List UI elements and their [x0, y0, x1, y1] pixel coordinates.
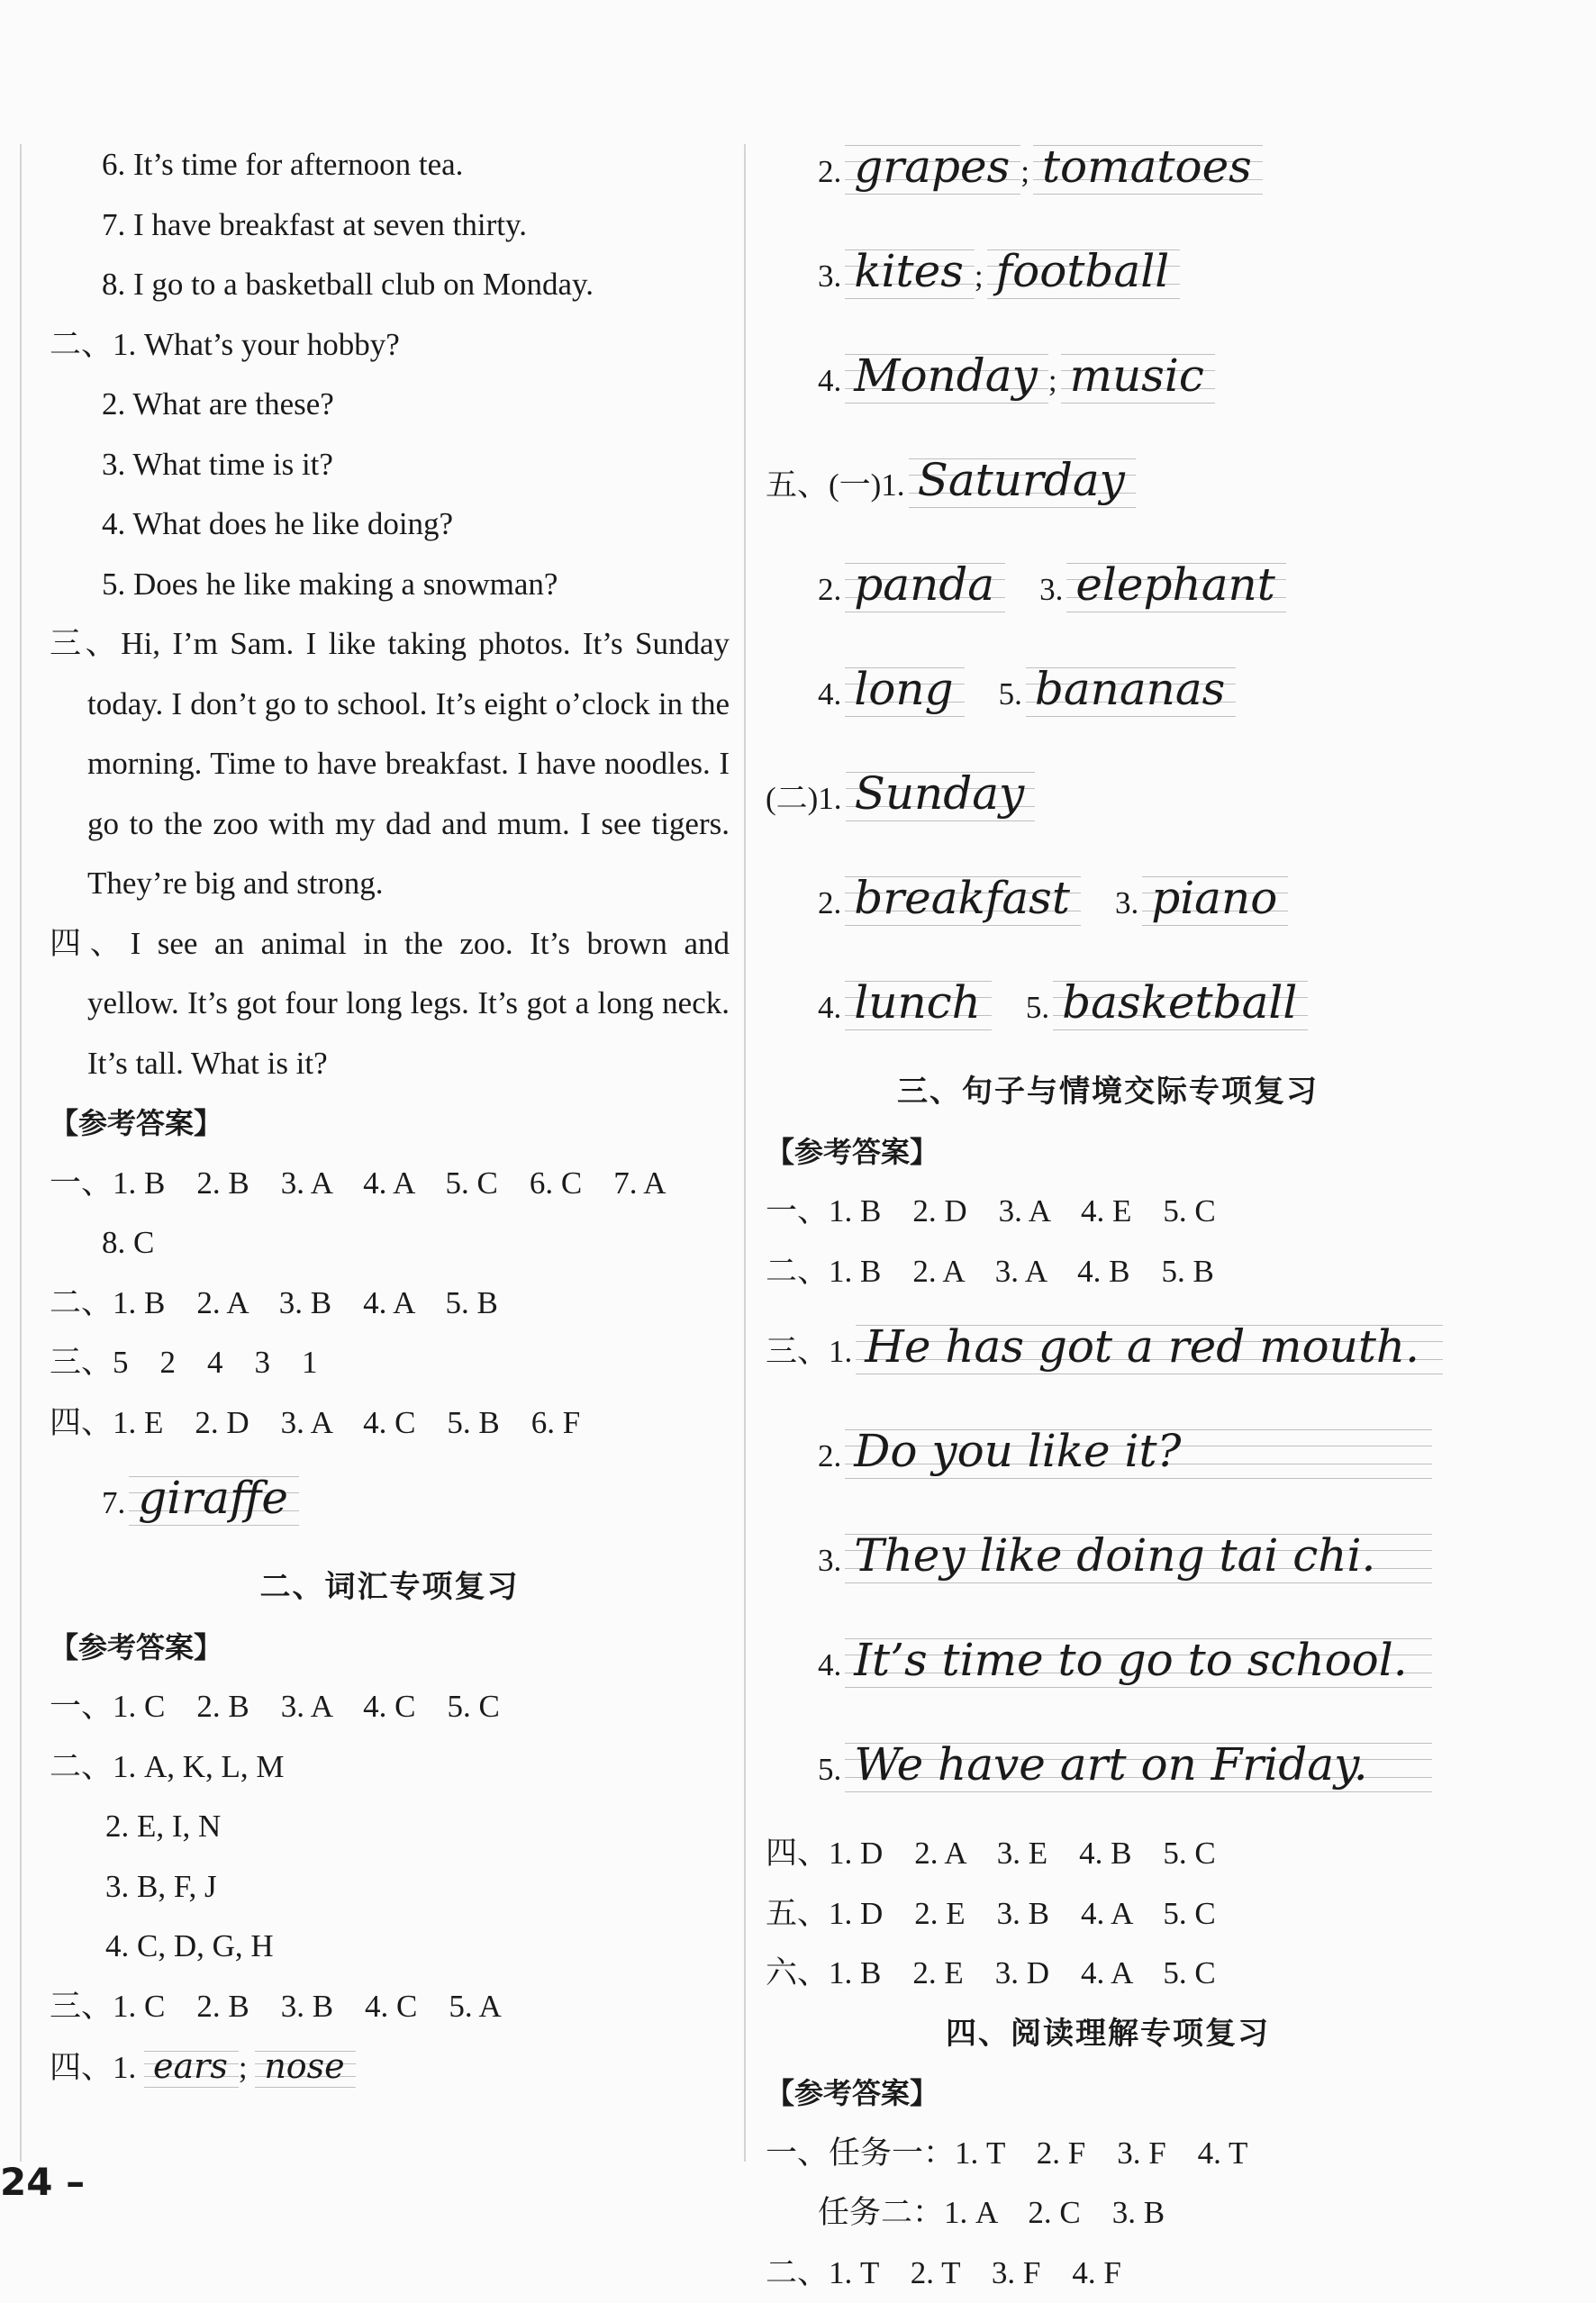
- handwriting-row: [50, 2036, 730, 2099]
- text-line: 4. What does he like doing?: [50, 494, 730, 555]
- item-number: 5.: [818, 1752, 841, 1787]
- item-number: (二)1.: [766, 781, 842, 816]
- answer-line: 一、1. B 2. D 3. A 4. E 5. C: [766, 1182, 1450, 1242]
- handwriting-row: [766, 226, 1450, 331]
- section-title: 四、阅读理解专项复习: [766, 2004, 1450, 2064]
- text-line: 6. It’s time for afternoon tea.: [50, 135, 730, 195]
- item-number: 3.: [818, 1543, 841, 1578]
- separator: ;: [1048, 363, 1057, 398]
- handwritten-answer: long: [845, 644, 964, 734]
- handwritten-answer: music: [1061, 331, 1215, 421]
- section-title: 三、句子与情境交际专项复习: [766, 1062, 1450, 1122]
- answer-line: 三、1. C 2. B 3. B 4. C 5. A: [50, 1977, 730, 2037]
- handwritten-answer: elephant: [1066, 539, 1285, 630]
- right-column: [766, 122, 1450, 2303]
- text-line: 8. I go to a basketball club on Monday.: [50, 255, 730, 315]
- item-number: 4.: [818, 363, 841, 398]
- answer-line: 二、1. T 2. T 3. F 4. F: [766, 2244, 1450, 2303]
- item-number: 4.: [818, 676, 841, 712]
- column-divider: [744, 144, 746, 2162]
- handwritten-answer: giraffe: [129, 1453, 299, 1543]
- handwriting-row: [766, 1719, 1450, 1824]
- handwritten-answer: piano: [1142, 853, 1288, 943]
- handwriting-row: [766, 1615, 1450, 1719]
- answer-key-heading: 【参考答案】: [50, 1093, 730, 1154]
- text-line: 3. What time is it?: [50, 435, 730, 495]
- item-number: 4.: [818, 990, 841, 1025]
- answer-line: 四、1. E 2. D 3. A 4. C 5. B 6. F: [50, 1393, 730, 1454]
- item-number: 2.: [818, 885, 841, 920]
- handwritten-answer: lunch: [845, 957, 992, 1047]
- answer-line: 4. C, D, G, H: [50, 1917, 730, 1977]
- answer-line: 8. C: [50, 1213, 730, 1274]
- handwritten-answer: Monday: [845, 331, 1048, 421]
- answer-line: 一、1. C 2. B 3. A 4. C 5. C: [50, 1677, 730, 1737]
- answer-line: 六、1. B 2. E 3. D 4. A 5. C: [766, 1944, 1450, 2004]
- handwriting-row: [766, 957, 1450, 1062]
- handwriting-row: [766, 331, 1450, 435]
- item-number: 7.: [102, 1485, 125, 1520]
- answer-line: 五、1. D 2. E 3. B 4. A 5. C: [766, 1884, 1450, 1945]
- text-line: 5. Does he like making a snowman?: [50, 555, 730, 615]
- handwritten-answer: football: [987, 226, 1181, 316]
- item-number: 3.: [1115, 885, 1138, 920]
- item-number: 5.: [999, 676, 1022, 712]
- answer-line: 2. E, I, N: [50, 1797, 730, 1857]
- handwritten-answer: nose: [255, 2036, 355, 2097]
- handwritten-answer: basketball: [1053, 957, 1308, 1047]
- handwriting-row: [766, 1301, 1450, 1406]
- left-margin-rule: [20, 144, 22, 2162]
- separator: ;: [1020, 154, 1029, 189]
- handwriting-row: [766, 748, 1450, 853]
- answer-line: 一、任务一：1. T 2. F 3. F 4. T: [766, 2124, 1450, 2184]
- handwritten-answer: panda: [845, 539, 1005, 630]
- handwritten-answer: ears: [144, 2036, 239, 2097]
- text-line: 2. What are these?: [50, 375, 730, 435]
- handwritten-sentence: Do you like it?: [845, 1406, 1432, 1496]
- section-title: 二、词汇专项复习: [50, 1557, 730, 1618]
- handwritten-answer: Sunday: [846, 748, 1036, 839]
- text-line: 二、1. What’s your hobby?: [50, 315, 730, 376]
- answer-line: 任务二：1. A 2. C 3. B: [766, 2183, 1450, 2244]
- item-number: 2.: [818, 1438, 841, 1473]
- handwriting-row: [766, 1510, 1450, 1615]
- answer-line: 四、1. D 2. A 3. E 4. B 5. C: [766, 1824, 1450, 1884]
- answer-line: 3. B, F, J: [50, 1857, 730, 1918]
- handwriting-row: [766, 122, 1450, 226]
- listening-passage-4: 四、I see an animal in the zoo. It’s brown and yellow. It’s got four long legs. It’s got a long neck. It’s tall. What is it?: [50, 914, 730, 1094]
- handwritten-answer: tomatoes: [1033, 122, 1263, 212]
- answer-line: 二、1. B 2. A 3. B 4. A 5. B: [50, 1274, 730, 1334]
- separator: ;: [239, 2050, 248, 2085]
- item-number: 四、1.: [50, 2050, 136, 2085]
- answer-key-heading: 【参考答案】: [766, 1122, 1450, 1183]
- handwritten-answer: breakfast: [845, 853, 1081, 943]
- item-number: 3.: [818, 258, 841, 294]
- left-column: [50, 135, 730, 2099]
- handwriting-row: [766, 1406, 1450, 1510]
- handwritten-answer: kites: [845, 226, 975, 316]
- item-number: 4.: [818, 1647, 841, 1682]
- text-line: 7. I have breakfast at seven thirty.: [50, 195, 730, 256]
- handwriting-row: [766, 853, 1450, 957]
- handwritten-answer: Saturday: [909, 435, 1136, 525]
- handwritten-answer: grapes: [845, 122, 1020, 212]
- handwriting-row: [766, 644, 1450, 748]
- item-number: 5.: [1026, 990, 1049, 1025]
- handwritten-sentence: They like doing tai chi.: [845, 1510, 1432, 1600]
- handwriting-row: [50, 1453, 730, 1557]
- item-number: 3.: [1039, 572, 1063, 607]
- item-number: 2.: [818, 572, 841, 607]
- item-number: 三、1.: [766, 1334, 852, 1369]
- item-number: 五、(一)1.: [766, 467, 905, 503]
- handwriting-row: [766, 539, 1450, 644]
- page-number: 24 –: [0, 2160, 85, 2204]
- handwritten-sentence: We have art on Friday.: [845, 1719, 1432, 1809]
- answer-key-heading: 【参考答案】: [766, 2063, 1450, 2124]
- answer-line: 二、1. B 2. A 3. A 4. B 5. B: [766, 1242, 1450, 1302]
- answer-line: 三、5 2 4 3 1: [50, 1333, 730, 1393]
- handwritten-sentence: He has got a red mouth.: [856, 1301, 1443, 1392]
- item-number: 2.: [818, 154, 841, 189]
- handwriting-row: [766, 435, 1450, 539]
- handwritten-sentence: It’s time to go to school.: [845, 1615, 1432, 1705]
- answer-line: 二、1. A, K, L, M: [50, 1737, 730, 1798]
- handwritten-answer: bananas: [1026, 644, 1237, 734]
- answer-key-heading: 【参考答案】: [50, 1618, 730, 1678]
- answer-line: 一、1. B 2. B 3. A 4. A 5. C 6. C 7. A: [50, 1154, 730, 1214]
- separator: ;: [975, 258, 984, 294]
- listening-passage-3: 三、Hi, I’m Sam. I like taking photos. It’s Sunday today. I don’t go to school. It’s eight o’clock in the morning. Time to have breakfast. I have noodles. I go to the zoo with my dad and mum. I see tigers. They’re big and strong.: [50, 614, 730, 914]
